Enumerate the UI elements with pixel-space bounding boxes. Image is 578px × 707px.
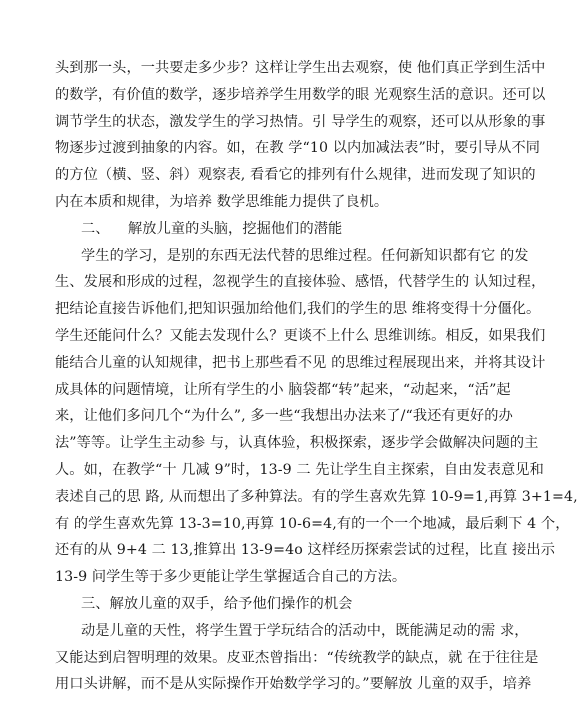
text-line: 的数学，有价值的数学，逐步培养学生用数学的眼 光观察生活的意识。还可以 (55, 86, 546, 103)
paragraph-2 (55, 243, 578, 591)
text-line: 调节学生的状态，激发学生的学习热情。引 导学生的观察，还可以从形象的事 (55, 113, 546, 130)
section-heading-3: 三、解放儿童的双手，给予他们操作的机会 (81, 595, 353, 612)
text-line: 能结合儿童的认知规律，把书上那些看不见 的思维过程展现出来，并将其设计 (55, 354, 546, 371)
text-line: 法”等等。让学生主动参 与，认真体验，积极探索，逐步学会做解决问题的主 (55, 435, 539, 452)
text-line: 还有的从 9+4 二 13,推算出 13-9=4o 这样经历探索尝试的过程，比直 接出示 (55, 542, 555, 559)
paragraph-3 (55, 618, 539, 698)
paragraph-1 (55, 55, 546, 216)
text-line: 内在本质和规律，为培养 数学思维能力提供了良机。 (55, 193, 389, 210)
text-line: 学生还能问什么？又能去发现什么？更谈不上什么 思维训练。相反，如果我们 (55, 327, 546, 344)
text-line: 用口头讲解，而不是从实际操作开始数学学习的。”要解放 儿童的双手，培养 (55, 676, 532, 693)
text-line: 的方位（横、竖、斜）观察表, 看看它的排列有什么规律，进而发现了知识的 (55, 167, 536, 184)
text-line: 成具体的问题情境，让所有学生的小 脑袋都“转”起来，“动起来，“活”起 (55, 381, 511, 398)
text-line: 13-9 问学生等于多少更能让学生掌握适合自己的方法。 (55, 569, 407, 586)
text-line: 学生的学习，是别的东西无法代替的思维过程。任何新知识都有它 的发 (81, 247, 529, 264)
text-line: 又能达到启智明理的效果。皮亚杰曾指出：“传统教学的缺点，就 在于往往是 (55, 649, 539, 666)
text-line: 动是儿童的天性，将学生置于学玩结合的活动中，既能满足动的需 求， (81, 622, 529, 639)
text-line: 人。如，在教学“十 几减 9”时，13-9 二 先让学生自主探索，自由发表意见和 (55, 461, 544, 478)
text-line: 头到那一头，一共要走多少步？这样让学生出去观察，使 他们真正学到生活中 (55, 60, 546, 76)
text-line: 有 的学生喜欢先算 13-3=10,再算 10-6=4,有的一个一个地减，最后剩下 4 个， (55, 515, 570, 532)
text-line: 把结论直接告诉他们,把知识强加给他们,我们的学生的思 维将变得十分僵化。 (55, 301, 541, 318)
text-line: 生、发展和形成的过程，忽视学生的直接体验、感悟，代替学生的 认知过程， (55, 274, 546, 291)
text-line: 表述自己的思 路, 从而想出了多种算法。有的学生喜欢先算 10-9=1,再算 3+1=4, (55, 488, 578, 505)
section-heading-2: 二、 解放儿童的头脑，挖掘他们的潜能 (81, 220, 343, 237)
text-line: 来，让他们多问几个“为什么”, 多一些“我想出办法来了/“我还有更好的办 (55, 408, 513, 425)
text-line: 物逐步过渡到抽象的内容。如，在教 学“10 以内加减法表”时，要引导从不同 (55, 140, 541, 157)
